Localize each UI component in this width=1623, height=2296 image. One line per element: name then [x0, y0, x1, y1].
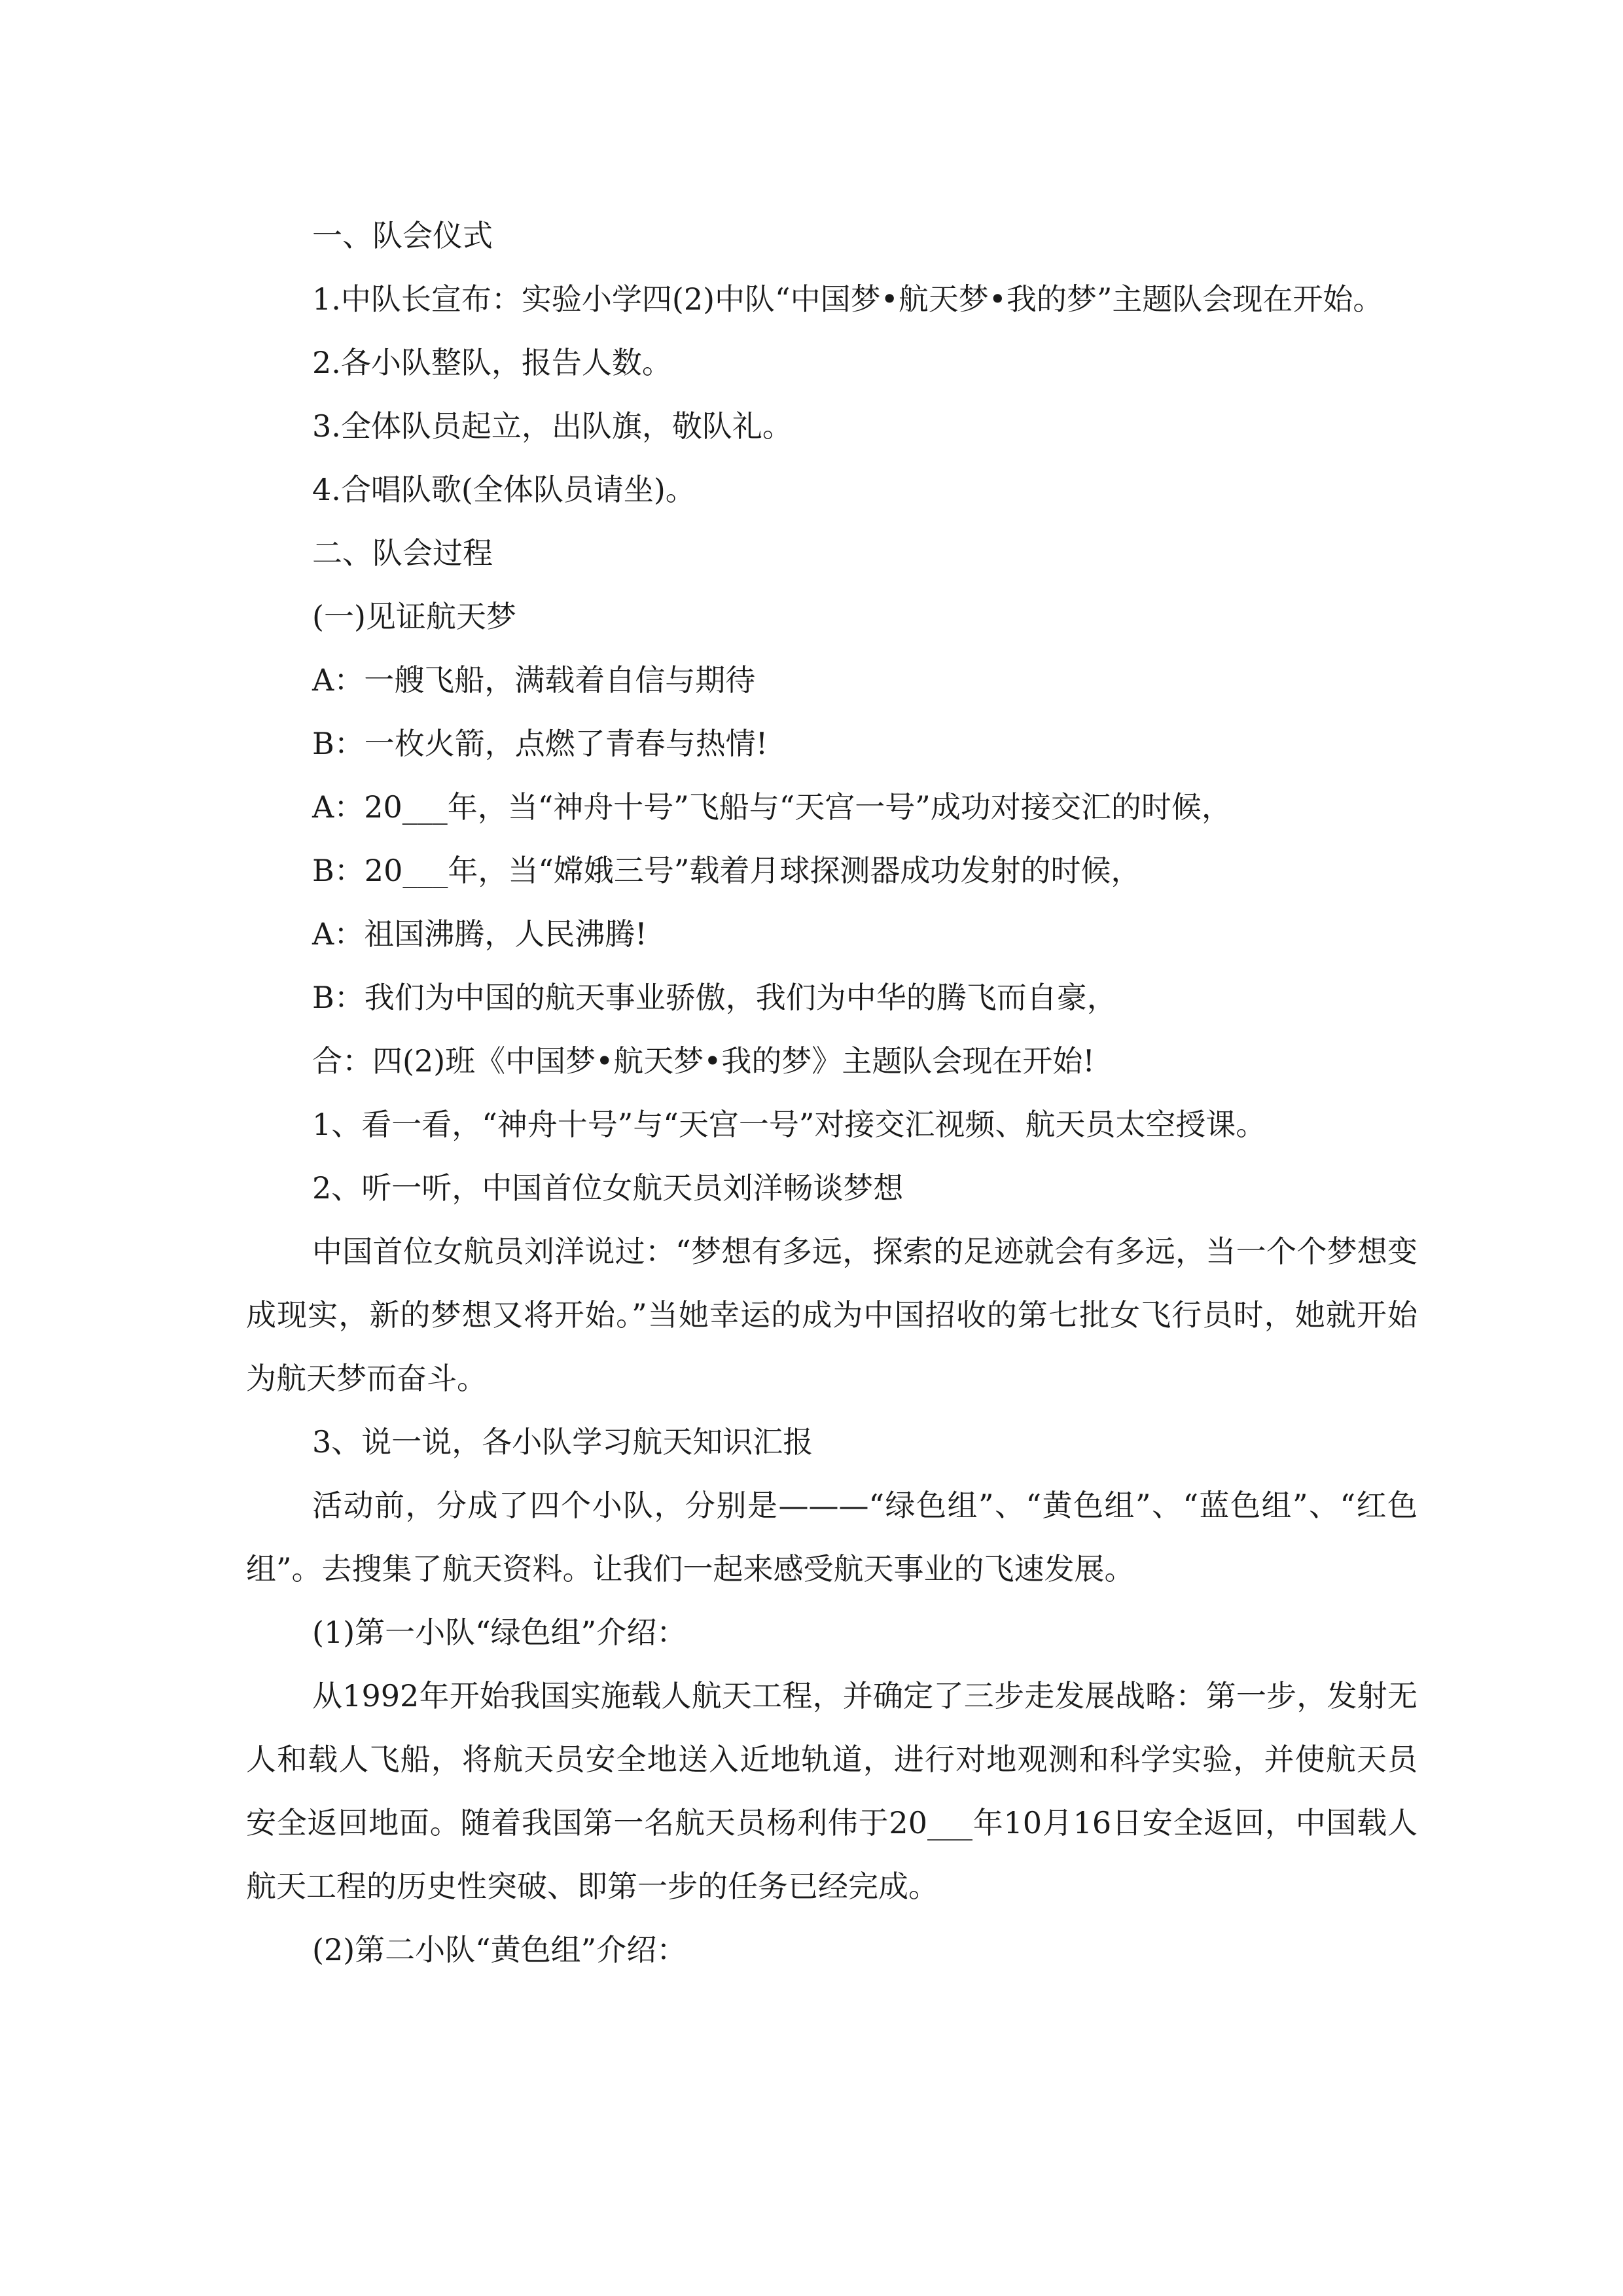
paragraph: (1)第一小队“绿色组”介绍： [312, 1615, 687, 1650]
paragraph: A：一艘飞船，满载着自信与期待 [312, 662, 756, 698]
paragraph: 3.全体队员起立，出队旗，敬队礼。 [312, 408, 793, 444]
paragraph: 合：四(2)班《中国梦•航天梦•我的梦》主题队会现在开始! [312, 1043, 1095, 1079]
paragraph: 从1992年开始我国实施载人航天工程，并确定了三步走发展战略：第一步，发射无人和载人飞船，将航天员安全地送入近地轨道，进行对地观测和科学实验，并使航天员安全返回地面。随着我国第一名航天员杨利伟于20___年10月16日安全返回，中国载人航天工程的历史性突破、即第一步的任务已经完成。 [246, 1678, 1418, 1904]
paragraph: 活动前，分成了四个小队，分别是———“绿色组”、“黄色组”、“蓝色组”、“红色组”。去搜集了航天资料。让我们一起来感受航天事业的飞速发展。 [246, 1488, 1418, 1587]
paragraph: 1.中队长宣布：实验小学四(2)中队“中国梦•航天梦•我的梦”主题队会现在开始。 [312, 281, 1383, 317]
document-body [246, 204, 1418, 1982]
paragraph: 中国首位女航员刘洋说过：“梦想有多远，探索的足迹就会有多远，当一个个梦想变成现实，新的梦想又将开始。”当她幸运的成为中国招收的第七批女飞行员时，她就开始为航天梦而奋斗。 [246, 1234, 1418, 1396]
paragraph: 1、看一看，“神舟十号”与“天宫一号”对接交汇视频、航天员太空授课。 [312, 1107, 1266, 1142]
paragraph: 一、队会仪式 [312, 218, 493, 253]
paragraph: B：20___年，当“嫦娥三号”载着月球探测器成功发射的时候， [312, 853, 1141, 888]
paragraph: A：祖国沸腾，人民沸腾! [312, 916, 647, 952]
paragraph: 2、听一听，中国首位女航天员刘洋畅谈梦想 [312, 1170, 904, 1206]
paragraph: 3、说一说，各小队学习航天知识汇报 [312, 1424, 813, 1460]
paragraph: (2)第二小队“黄色组”介绍： [312, 1932, 687, 1967]
paragraph: A：20___年，当“神舟十号”飞船与“天宫一号”成功对接交汇的时候， [312, 789, 1232, 825]
paragraph: B：我们为中国的航天事业骄傲，我们为中华的腾飞而自豪， [312, 980, 1117, 1015]
paragraph: 二、队会过程 [312, 535, 493, 571]
paragraph: 4.合唱队歌(全体队员请坐)。 [312, 472, 696, 507]
paragraph: B：一枚火箭，点燃了青春与热情! [312, 726, 768, 761]
paragraph: (一)见证航天梦 [312, 599, 516, 634]
paragraph: 2.各小队整队，报告人数。 [312, 345, 672, 380]
